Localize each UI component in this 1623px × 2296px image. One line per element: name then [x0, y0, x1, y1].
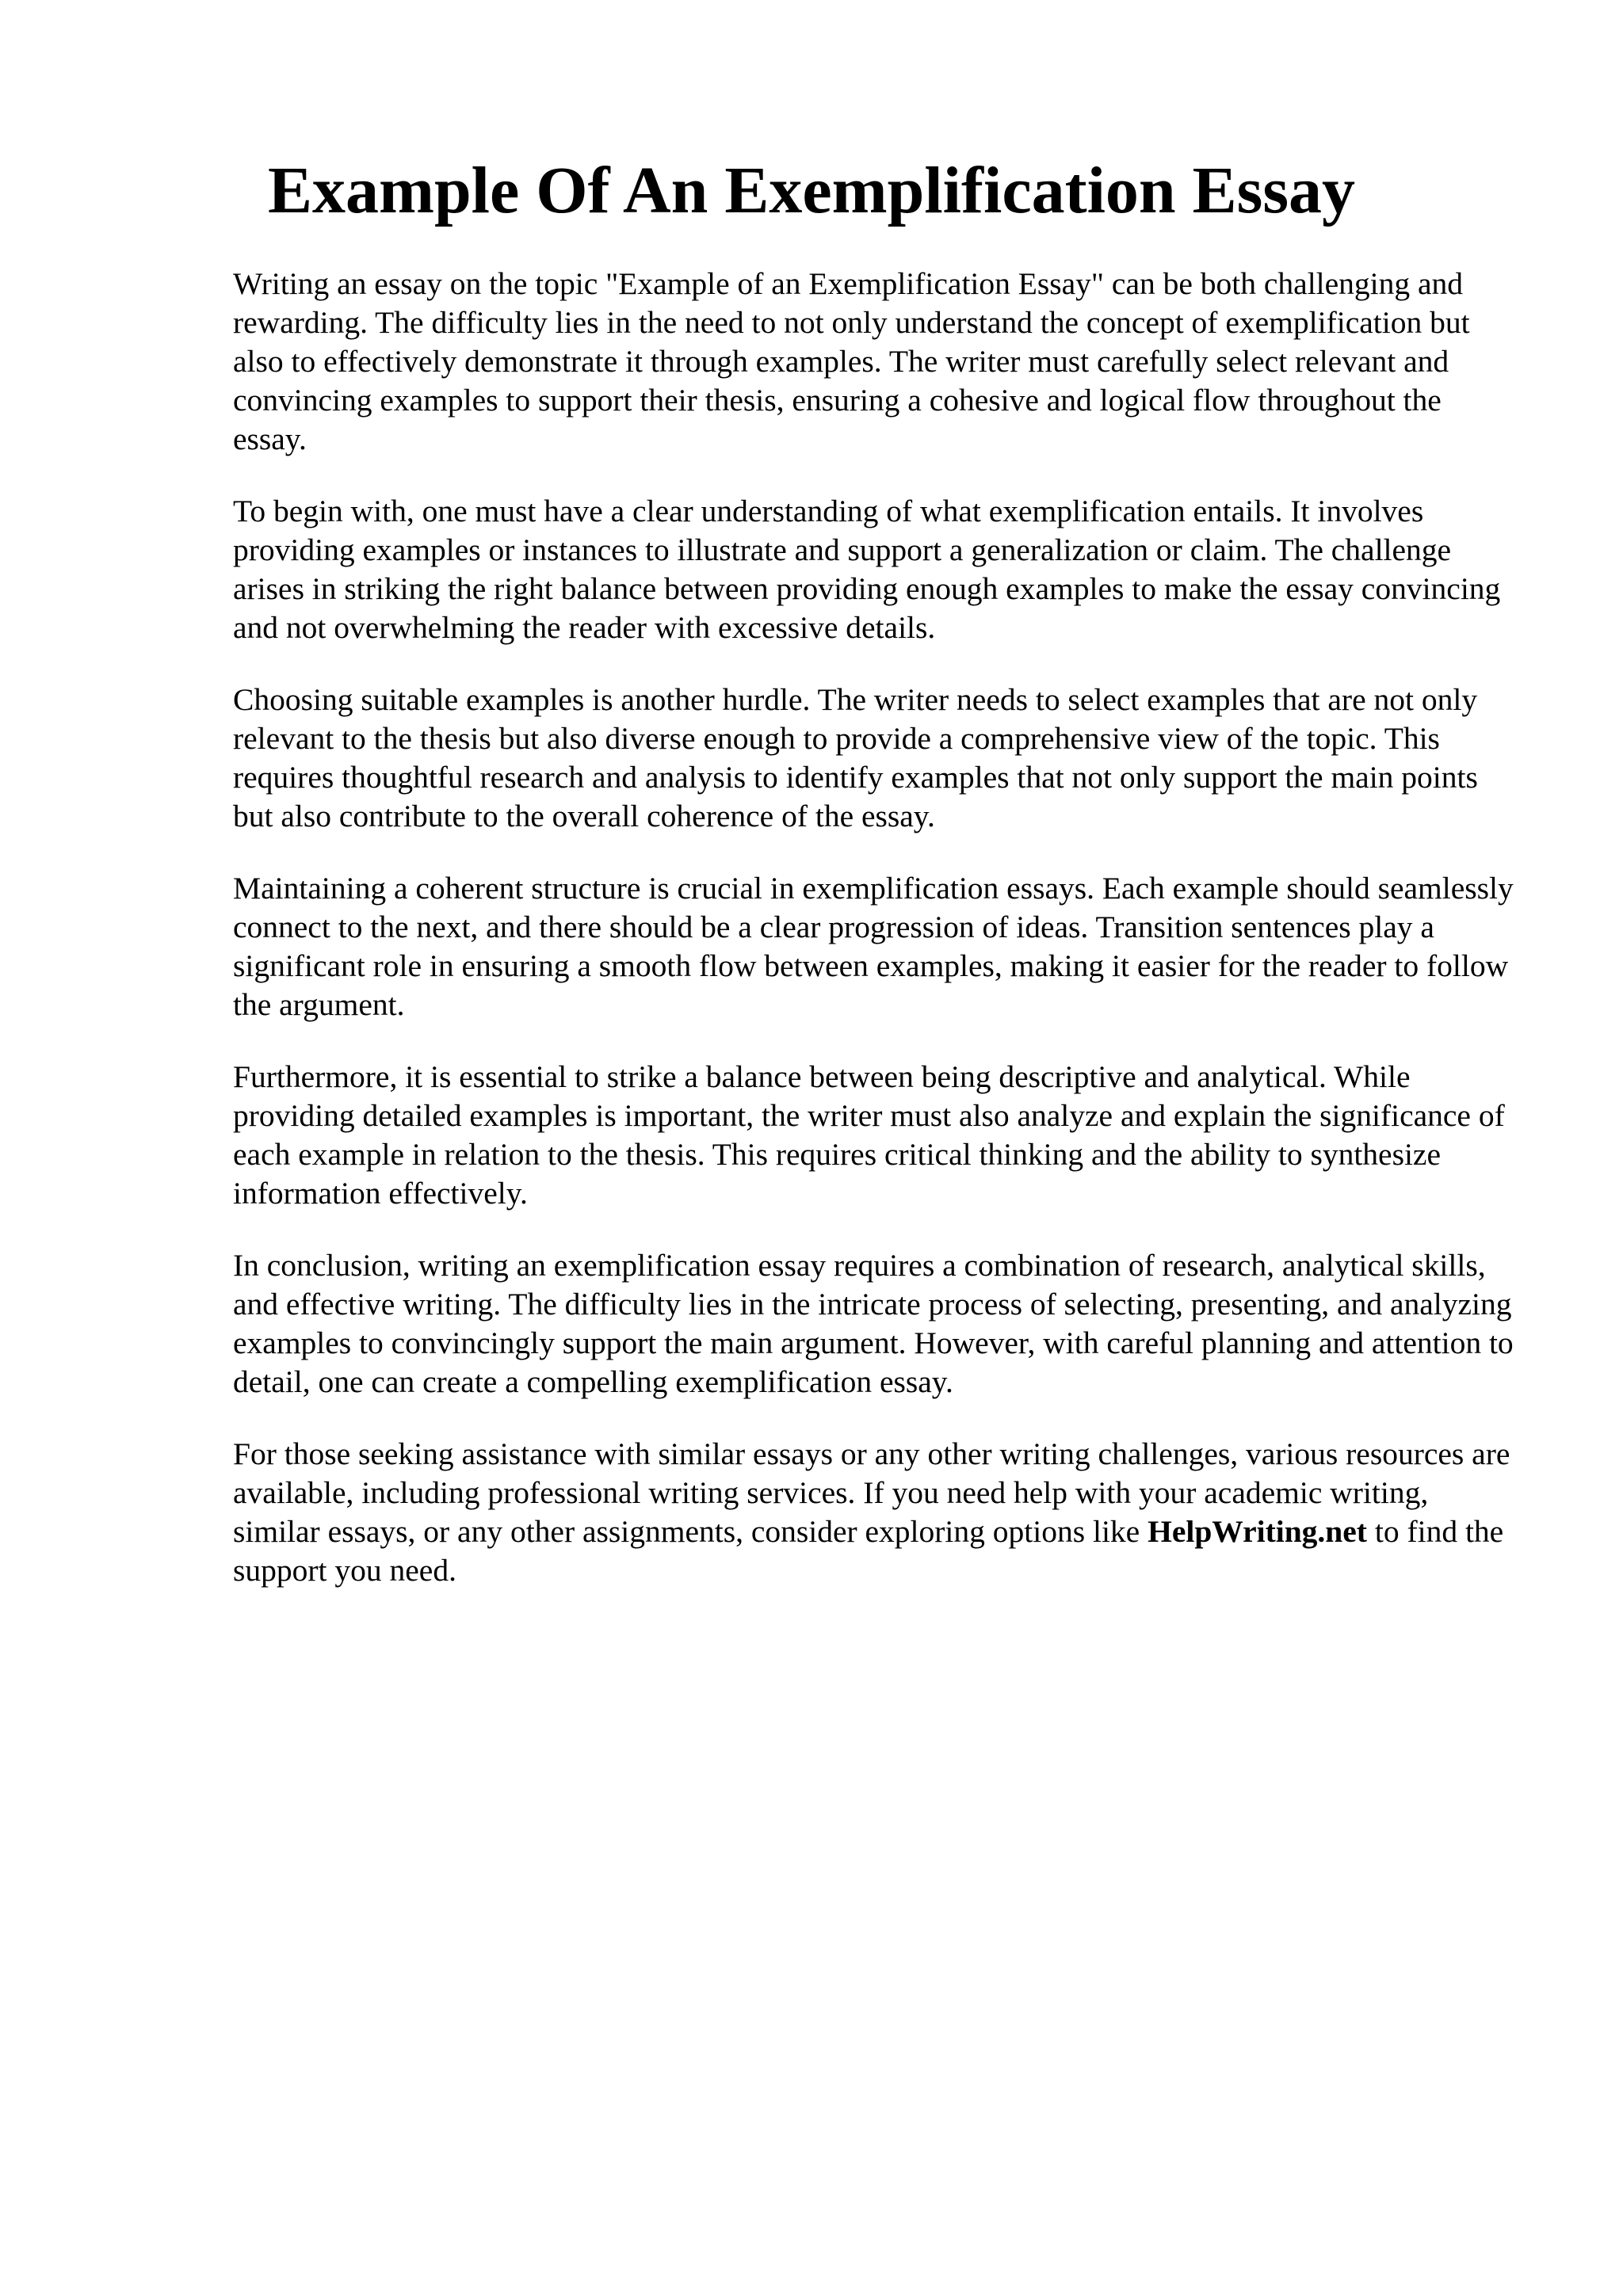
paragraph-4: Maintaining a coherent structure is crucial in exemplification essays. Each example should seamlessly connect to the next, and there should be a clear progression of ideas. Transition sentences play a significant role in ensuring a smooth flow between examples, making it easier for the reader to follow the argument. — [233, 871, 1514, 1022]
paragraph-6: In conclusion, writing an exemplification essay requires a combination of research, analytical skills, and effective writing. The difficulty lies in the intricate process of selecting, presenting, and analyzing examples to convincingly support the main argument. However, with careful planning and attention to detail, one can create a compelling exemplification essay. — [233, 1248, 1514, 1399]
essay-body — [233, 265, 1517, 1590]
closing-text: For those seeking assistance with similar essays or any other writing challenges, various resources are available, including professional writing services. If you need help with your academic writing, similar essays, or any other assignments, consider exploring options like — [233, 1436, 1510, 1549]
paragraph-1: Writing an essay on the topic "Example of an Exemplification Essay" can be both challenging and rewarding. The difficulty lies in the need to not only understand the concept of exemplification but also to effectively demonstrate it through examples. The writer must carefully select relevant and convincing examples to support their thesis, ensuring a cohesive and logical flow throughout the essay. — [233, 266, 1470, 456]
brand-name: HelpWriting.net — [1148, 1514, 1367, 1549]
page-title: Example Of An Exemplification Essay — [267, 154, 1356, 227]
closing-suffix: to find the support you need. — [233, 1514, 1504, 1588]
paragraph-3: Choosing suitable examples is another hurdle. The writer needs to select examples that are not only relevant to the thesis but also diverse enough to provide a comprehensive view of the topic. This requires thoughtful research and analysis to identify examples that not only support the main points but also contribute to the overall coherence of the essay. — [233, 682, 1478, 833]
closing-paragraph — [233, 1435, 1517, 1590]
paragraph-2: To begin with, one must have a clear understanding of what exemplification entails. It involves providing examples or instances to illustrate and support a generalization or claim. The challenge arises in striking the right balance between providing enough examples to make the essay convincing and not overwhelming the reader with excessive details. — [233, 494, 1501, 645]
paragraph-5: Furthermore, it is essential to strike a balance between being descriptive and analytical. While providing detailed examples is important, the writer must also analyze and explain the significance of each example in relation to the thesis. This requires critical thinking and the ability to synthesize information effectively. — [233, 1059, 1505, 1211]
